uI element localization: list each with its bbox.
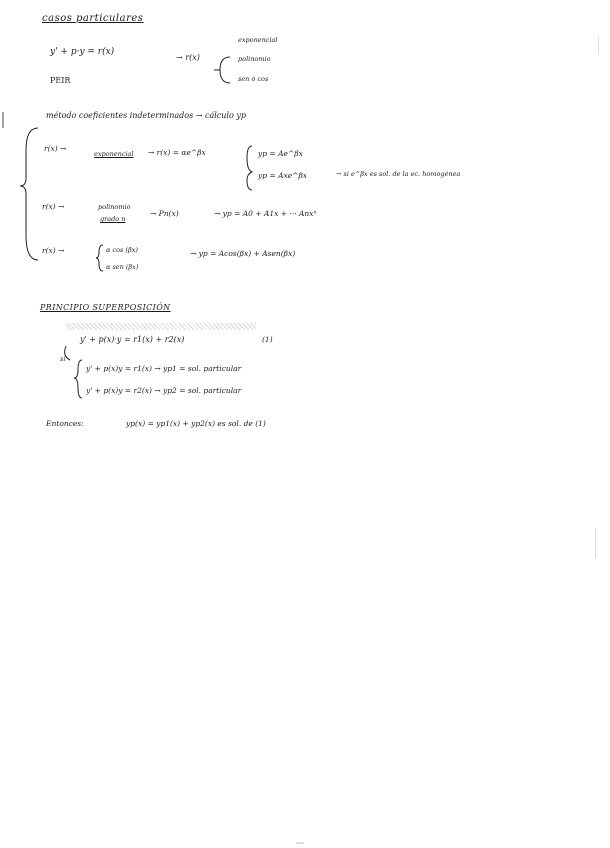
casos-equation: y' + p·y = r(x) xyxy=(50,47,115,57)
smudge xyxy=(66,323,256,330)
principio-si: si xyxy=(60,355,66,363)
exp-lhs: r(x) → xyxy=(44,144,67,153)
option-sen-cos: sen ó cos xyxy=(238,75,269,83)
option-polinomio: polinomio xyxy=(238,55,271,63)
exp-case1: yp = Ae^βx xyxy=(258,149,303,158)
pol-form: → Pn(x) xyxy=(150,209,179,218)
exp-cases-brace xyxy=(247,146,252,190)
trig-yp: → yp = Acos(βx) + Asen(βx) xyxy=(190,249,296,258)
scan-speckle xyxy=(595,528,596,558)
scan-speckle xyxy=(598,36,599,54)
metodo-title: método coeficientes indeterminados → cálculo yp xyxy=(46,111,246,120)
exp-kind: exponencial xyxy=(94,150,134,158)
conclusion-label: Entonces: xyxy=(46,419,84,428)
options-brace xyxy=(214,57,230,83)
pol-lhs: r(x) → xyxy=(42,202,65,211)
trig-lhs: r(x) → xyxy=(42,246,65,255)
si-hook xyxy=(65,346,70,360)
casos-arrow-rx: → r(x) xyxy=(176,53,200,62)
exp-note: → si e^βx es sol. de la ec. homogénea xyxy=(336,170,461,178)
peir-label: PEIR xyxy=(50,76,71,85)
principio-title: PRINCIPIO SUPERPOSICIÓN xyxy=(40,303,171,312)
pol-kind: polinomio xyxy=(98,203,131,211)
pol-yp: → yp = A0 + A1x + ··· Anxⁿ xyxy=(214,209,317,218)
principio-case1: y' + p(x)y = r1(x) → yp1 = sol. particular xyxy=(86,364,242,373)
conclusion-text: yp(x) = yp1(x) + yp2(x) es sol. de (1) xyxy=(126,419,266,428)
option-exponencial: exponencial xyxy=(238,36,278,44)
superposition-brace xyxy=(74,360,82,398)
exp-case2: yp = Axe^βx xyxy=(258,171,308,180)
trig-opt-sen: α sen (βx) xyxy=(106,263,139,271)
casos-title: casos particulares xyxy=(42,13,144,24)
principio-case2: y' + p(x)y = r2(x) → yp2 = sol. particular xyxy=(86,386,242,395)
pol-grado: grado n xyxy=(100,215,126,223)
trig-opt-cos: α cos (βx) xyxy=(106,246,138,254)
exp-form: → r(x) = αe^βx xyxy=(148,148,206,157)
metodo-brace xyxy=(20,128,38,260)
trig-brace xyxy=(96,245,103,271)
principio-equation: y' + p(x)·y = r1(x) + r2(x) xyxy=(80,335,185,344)
principio-eq-ref: (1) xyxy=(262,335,273,344)
